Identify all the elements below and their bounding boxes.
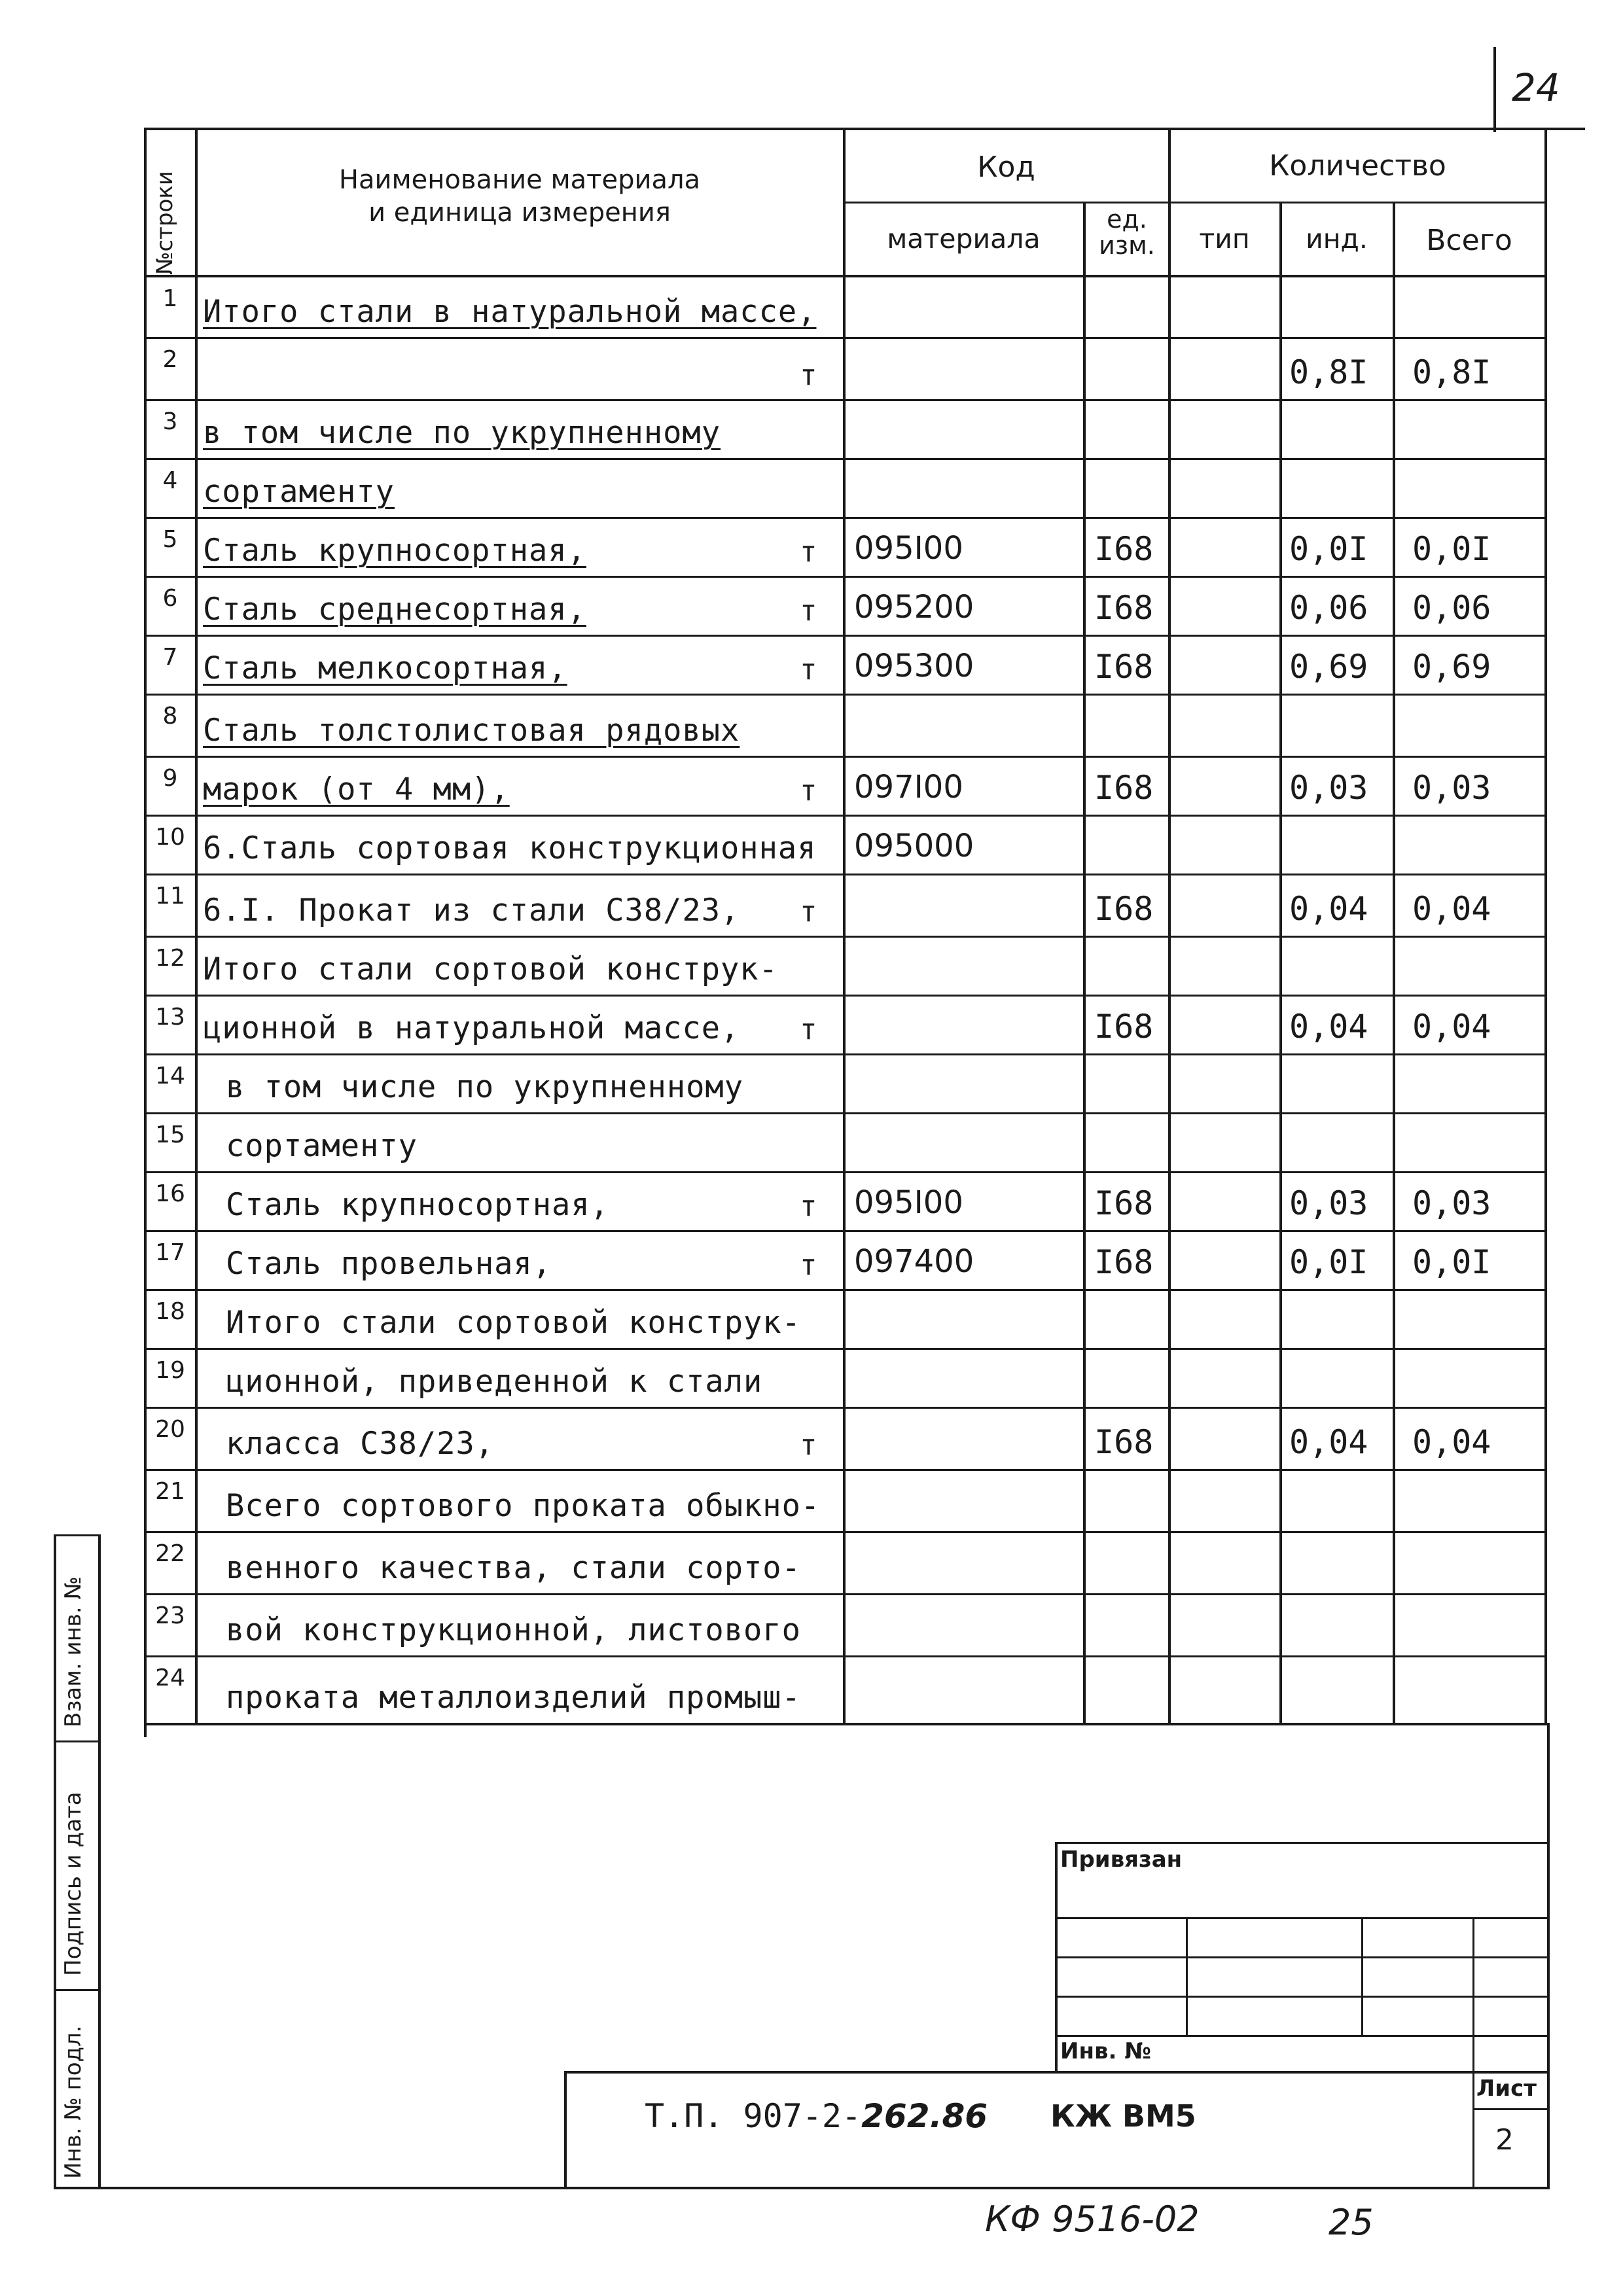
quantity-total: 0,8I: [1412, 353, 1491, 391]
unit-symbol: т: [800, 774, 817, 807]
name-header: Наименование материала и единица измерения: [338, 165, 701, 228]
row-divider: [144, 517, 1547, 519]
row-number: 7: [162, 644, 178, 671]
row-divider: [144, 1655, 1547, 1657]
row-number: 18: [155, 1298, 185, 1325]
code-unit-header: ед. изм.: [1099, 205, 1155, 260]
row-number-header: №строки: [152, 171, 178, 275]
material-name: Сталь мелкосортная,: [203, 650, 567, 686]
row-divider: [144, 1289, 1547, 1291]
row-divider: [144, 1112, 1547, 1114]
document-number: [645, 2097, 988, 2135]
row-number: 22: [155, 1540, 185, 1567]
quantity-total: 0,03: [1412, 769, 1491, 807]
row-number: 3: [162, 408, 178, 435]
row-divider: [144, 458, 1547, 460]
row-divider: [144, 576, 1547, 578]
material-name: марок (от 4 мм),: [203, 771, 510, 807]
row-number: 16: [155, 1180, 185, 1207]
quantity-ind: 0,69: [1289, 648, 1368, 686]
quantity-ind: 0,04: [1289, 1008, 1368, 1046]
quantity-total: 0,04: [1412, 890, 1491, 928]
quantity-ind: 0,04: [1289, 1423, 1368, 1461]
code-material-header: материала: [887, 223, 1041, 255]
row-divider: [144, 1593, 1547, 1595]
unit-code: I68: [1094, 1008, 1154, 1046]
quantity-total: 0,0I: [1412, 530, 1491, 568]
row-number: 4: [162, 467, 178, 494]
row-number: 23: [155, 1602, 185, 1629]
archive-page: 25: [1329, 2202, 1374, 2243]
unit-symbol: т: [800, 359, 817, 392]
unit-symbol: т: [800, 594, 817, 627]
material-code: 095200: [854, 589, 974, 626]
unit-symbol: т: [800, 1013, 817, 1046]
unit-code: I68: [1094, 1184, 1154, 1222]
material-name: Всего сортового проката обыкно-: [226, 1488, 821, 1524]
row-divider: [144, 1531, 1547, 1533]
unit-code: I68: [1094, 1423, 1154, 1461]
material-name: 6.I. Прокат из стали С38/23,: [203, 892, 740, 928]
material-name: Сталь крупносортная,: [203, 533, 586, 569]
row-number: 8: [162, 703, 178, 730]
sheet-label: Лист: [1476, 2075, 1537, 2102]
material-name: в том числе по укрупненному: [226, 1069, 744, 1105]
quantity-total: 0,0I: [1412, 1243, 1491, 1281]
row-number: 19: [155, 1357, 185, 1384]
row-number: 21: [155, 1478, 185, 1505]
row-divider: [144, 1348, 1547, 1350]
material-code: 095I00: [854, 530, 963, 567]
quantity-total: 0,69: [1412, 648, 1491, 686]
material-name: венного качества, стали сорто-: [226, 1550, 801, 1586]
unit-symbol: т: [800, 1190, 817, 1223]
unit-code: I68: [1094, 890, 1154, 928]
row-number: 11: [155, 883, 185, 910]
document-prefix: Т.П. 907-2-: [645, 2097, 862, 2135]
quantity-ind: 0,03: [1289, 769, 1368, 807]
row-divider: [144, 635, 1547, 637]
row-divider: [144, 1469, 1547, 1471]
inv-podl-label: Инв. № подл.: [60, 2025, 86, 2179]
material-name: Итого стали сортовой конструк-: [203, 951, 778, 987]
row-divider: [144, 1407, 1547, 1409]
material-name: 6.Сталь сортовая конструкционная: [203, 830, 817, 866]
quantity-ind: 0,8I: [1289, 353, 1368, 391]
material-name: сортаменту: [203, 474, 395, 510]
row-divider: [144, 995, 1547, 997]
row-number: 17: [155, 1239, 185, 1266]
row-number: 12: [155, 945, 185, 972]
unit-symbol: т: [800, 653, 817, 686]
quantity-total: 0,06: [1412, 589, 1491, 627]
inv-no-label: Инв. №: [1060, 2038, 1152, 2064]
vzam-inv-label: Взам. инв. №: [60, 1576, 86, 1727]
material-name: в том числе по укрупненному: [203, 415, 721, 451]
row-divider: [144, 1230, 1547, 1232]
material-code: 095I00: [854, 1184, 963, 1221]
archive-code: КФ 9516-02: [985, 2199, 1200, 2240]
row-number: 10: [155, 824, 185, 851]
row-divider: [144, 936, 1547, 938]
row-divider: [144, 337, 1547, 339]
row-divider: [144, 1171, 1547, 1173]
quantity-total-header: Всего: [1426, 224, 1512, 257]
row-divider: [144, 1053, 1547, 1055]
code-header: Код: [977, 150, 1035, 184]
row-number: 5: [162, 526, 178, 553]
material-name: Итого стали в натуральной массе,: [203, 294, 817, 330]
quantity-header: Количество: [1269, 149, 1446, 183]
signature-date-label: Подпись и дата: [60, 1792, 86, 1976]
unit-symbol: т: [800, 1428, 817, 1462]
row-divider: [144, 399, 1547, 401]
material-name: Сталь толстолистовая рядовых: [203, 713, 740, 749]
row-divider: [144, 874, 1547, 875]
sheet-number: 2: [1495, 2123, 1514, 2157]
quantity-total: 0,04: [1412, 1423, 1491, 1461]
unit-code: I68: [1094, 769, 1154, 807]
row-number: 6: [162, 585, 178, 612]
unit-code: I68: [1094, 589, 1154, 627]
unit-code: I68: [1094, 648, 1154, 686]
quantity-ind: 0,04: [1289, 890, 1368, 928]
material-name: Итого стали сортовой конструк-: [226, 1305, 801, 1341]
material-name: сортаменту: [226, 1128, 418, 1164]
unit-symbol: т: [800, 895, 817, 928]
document-code: КЖ ВМ5: [1050, 2098, 1196, 2134]
material-name: ционной в натуральной массе,: [203, 1010, 740, 1046]
quantity-type-header: тип: [1199, 223, 1250, 255]
page-number: 24: [1512, 65, 1560, 110]
quantity-total: 0,03: [1412, 1184, 1491, 1222]
privyazan-label: Привязан: [1060, 1846, 1183, 1873]
document-handwritten-number: 262.86: [861, 2097, 988, 2135]
material-name: Сталь провельная,: [226, 1246, 552, 1282]
row-number: 2: [162, 346, 178, 373]
material-code: 095300: [854, 648, 974, 684]
material-name: проката металлоизделий промыш-: [226, 1680, 801, 1716]
quantity-ind: 0,03: [1289, 1184, 1368, 1222]
material-name: класса С38/23,: [226, 1426, 495, 1462]
material-name: Сталь среднесортная,: [203, 592, 586, 627]
unit-symbol: т: [800, 535, 817, 569]
row-number: 1: [162, 285, 178, 312]
row-number: 24: [155, 1665, 185, 1691]
material-name: Сталь крупносортная,: [226, 1187, 609, 1223]
row-number: 20: [155, 1416, 185, 1443]
quantity-ind: 0,0I: [1289, 530, 1368, 568]
unit-code: I68: [1094, 1243, 1154, 1281]
row-divider: [144, 756, 1547, 758]
row-divider: [144, 815, 1547, 817]
row-number: 13: [155, 1004, 185, 1031]
material-code: 095000: [854, 828, 974, 864]
quantity-total: 0,04: [1412, 1008, 1491, 1046]
material-name: ционной, приведенной к стали: [226, 1364, 763, 1400]
unit-code: I68: [1094, 530, 1154, 568]
row-number: 9: [162, 765, 178, 792]
row-divider: [144, 694, 1547, 696]
quantity-ind-header: инд.: [1306, 223, 1368, 255]
material-name: вой конструкционной, листового: [226, 1612, 801, 1648]
unit-symbol: т: [800, 1248, 817, 1282]
material-code: 097400: [854, 1243, 974, 1280]
row-number: 14: [155, 1063, 185, 1089]
row-number: 15: [155, 1122, 185, 1148]
quantity-ind: 0,0I: [1289, 1243, 1368, 1281]
quantity-ind: 0,06: [1289, 589, 1368, 627]
material-code: 097I00: [854, 769, 963, 805]
